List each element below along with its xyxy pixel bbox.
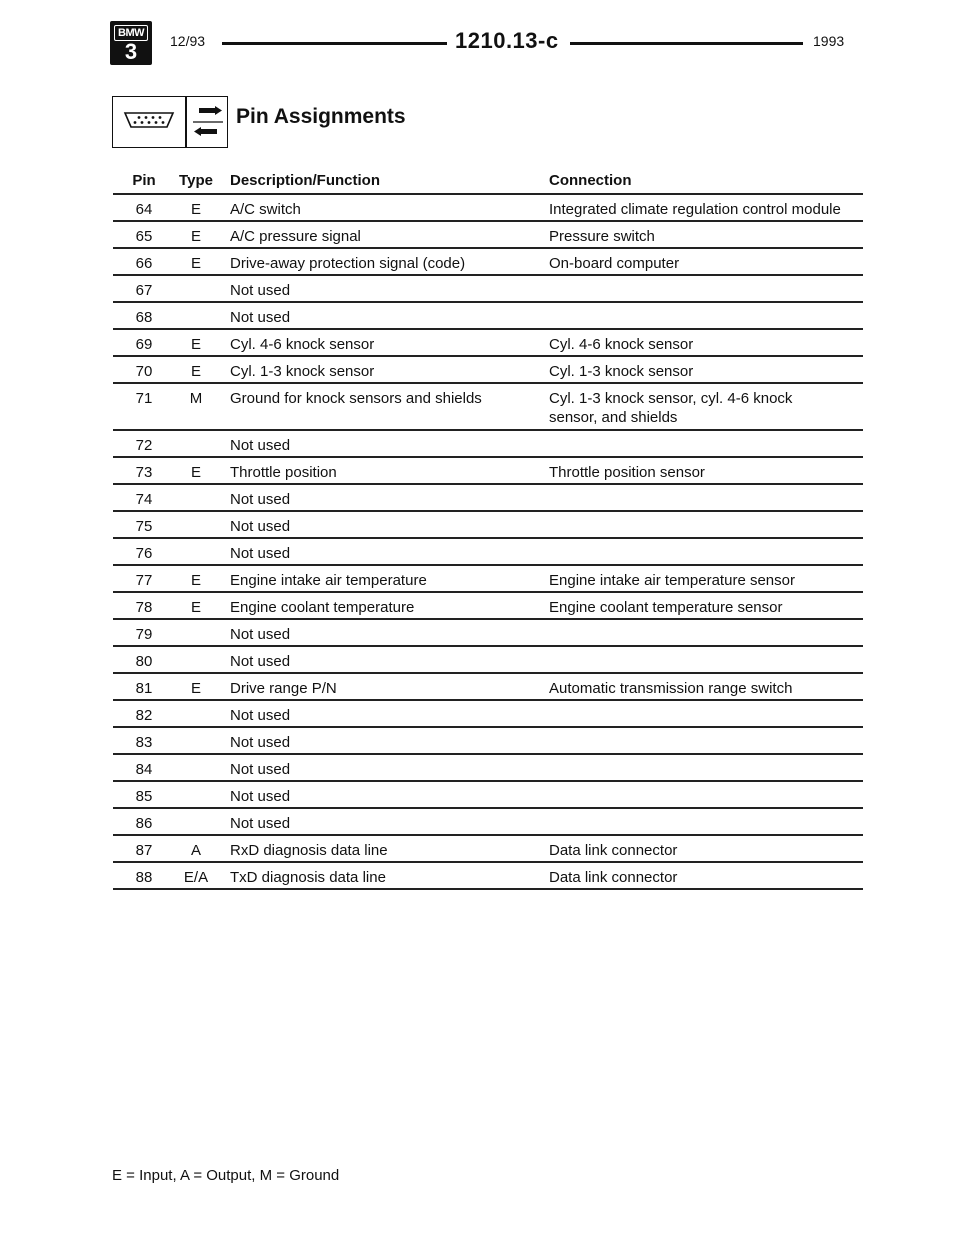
description-cell: Throttle position	[230, 464, 337, 481]
description-cell: Not used	[230, 734, 291, 751]
description-cell: A/C pressure signal	[230, 228, 361, 245]
pin-cell: 83	[135, 734, 153, 751]
table-row	[113, 618, 863, 645]
table-row	[113, 861, 863, 890]
type-cell: M	[189, 390, 203, 407]
pin-cell: 77	[135, 572, 153, 589]
connection-cell: On-board computer	[549, 255, 680, 272]
pin-cell: 73	[135, 464, 153, 481]
type-cell: A	[190, 842, 201, 859]
table-row	[113, 645, 863, 672]
table-row	[113, 537, 863, 564]
description-cell: Not used	[230, 545, 291, 562]
table-row	[113, 699, 863, 726]
table-row	[113, 753, 863, 780]
connection-cell: Engine intake air temperature sensor	[549, 572, 795, 589]
section-icon-box	[112, 96, 228, 148]
pin-assignments-table	[113, 193, 863, 890]
connection-cell: Cyl. 1-3 knock sensor	[549, 363, 694, 380]
input-output-arrows-icon	[193, 103, 223, 141]
pin-cell: 80	[135, 653, 153, 670]
pin-cell: 76	[135, 545, 153, 562]
column-header-connection: Connection	[549, 172, 632, 189]
description-cell: RxD diagnosis data line	[230, 842, 388, 859]
description-cell: Cyl. 4-6 knock sensor	[230, 336, 375, 353]
header-rule-right	[570, 42, 803, 45]
pin-cell: 81	[135, 680, 153, 697]
description-cell: Not used	[230, 282, 291, 299]
connection-cell: Cyl. 4-6 knock sensor	[549, 336, 694, 353]
connection-cell: Pressure switch	[549, 228, 655, 245]
description-cell: Not used	[230, 491, 291, 508]
pin-cell: 64	[135, 201, 153, 218]
type-cell: E/A	[183, 869, 209, 886]
table-row	[113, 220, 863, 247]
column-header-type: Type	[179, 172, 213, 189]
connection-cell: Automatic transmission range switch	[549, 680, 793, 697]
pin-cell: 70	[135, 363, 153, 380]
type-cell: E	[190, 464, 201, 481]
bmw-3-series-badge	[110, 21, 152, 65]
pin-cell: 86	[135, 815, 153, 832]
description-cell: A/C switch	[230, 201, 301, 218]
pin-cell: 68	[135, 309, 153, 326]
pin-cell: 87	[135, 842, 153, 859]
pin-cell: 71	[135, 390, 153, 407]
pin-cell: 65	[135, 228, 153, 245]
type-cell: E	[190, 680, 201, 697]
description-cell: Not used	[230, 309, 291, 326]
type-cell: E	[190, 599, 201, 616]
header-date: 12/93	[170, 33, 206, 49]
table-row	[113, 510, 863, 537]
table-row	[113, 780, 863, 807]
document-code: 1210.13-c	[455, 28, 559, 53]
pin-cell: 78	[135, 599, 153, 616]
description-cell: Not used	[230, 761, 291, 778]
pin-cell: 72	[135, 437, 153, 454]
description-cell: Not used	[230, 518, 291, 535]
type-cell: E	[190, 201, 201, 218]
connection-cell: Throttle position sensor	[549, 464, 705, 481]
type-cell: E	[190, 572, 201, 589]
connection-cell: Engine coolant temperature sensor	[549, 599, 783, 616]
pin-cell: 66	[135, 255, 153, 272]
table-row	[113, 274, 863, 301]
pin-cell: 85	[135, 788, 153, 805]
table-row	[113, 564, 863, 591]
column-header-pin: Pin	[132, 172, 156, 189]
pin-cell: 74	[135, 491, 153, 508]
column-header-description: Description/Function	[230, 172, 380, 189]
table-row	[113, 456, 863, 483]
table-row	[113, 247, 863, 274]
legend-footnote: E = Input, A = Output, M = Ground	[112, 1167, 340, 1184]
pin-cell: 82	[135, 707, 153, 724]
table-row	[113, 328, 863, 355]
connection-cell-continued: sensor, and shields	[549, 409, 678, 426]
type-cell: E	[190, 255, 201, 272]
description-cell: Drive range P/N	[230, 680, 337, 697]
connection-cell: Cyl. 1-3 knock sensor, cyl. 4-6 knock	[549, 390, 793, 407]
pin-cell: 88	[135, 869, 153, 886]
table-row	[113, 382, 863, 429]
table-row	[113, 834, 863, 861]
connection-cell: Integrated climate regulation control module	[549, 201, 841, 218]
table-row	[113, 301, 863, 328]
description-cell: Not used	[230, 653, 291, 670]
type-cell: E	[190, 363, 201, 380]
pin-cell: 67	[135, 282, 153, 299]
table-row	[113, 672, 863, 699]
type-cell: E	[190, 336, 201, 353]
table-row	[113, 429, 863, 456]
section-title: Pin Assignments	[236, 105, 406, 128]
description-cell: Cyl. 1-3 knock sensor	[230, 363, 375, 380]
description-cell: Not used	[230, 815, 291, 832]
description-cell: Engine coolant temperature	[230, 599, 415, 616]
type-cell: E	[190, 228, 201, 245]
connection-cell: Data link connector	[549, 869, 678, 886]
pin-cell: 84	[135, 761, 153, 778]
description-cell: Engine intake air temperature	[230, 572, 427, 589]
connection-cell: Data link connector	[549, 842, 678, 859]
header-rule-left	[222, 42, 447, 45]
description-cell: Not used	[230, 707, 291, 724]
table-row	[113, 726, 863, 753]
pin-cell: 75	[135, 518, 153, 535]
table-row	[113, 483, 863, 510]
table-row	[113, 591, 863, 618]
table-row	[113, 193, 863, 220]
description-cell: Drive-away protection signal (code)	[230, 255, 466, 272]
table-row	[113, 355, 863, 382]
badge-brand: BMW	[114, 25, 148, 41]
description-cell: Not used	[230, 626, 291, 643]
description-cell: Ground for knock sensors and shields	[230, 390, 482, 407]
badge-series: 3	[124, 39, 138, 64]
table-row	[113, 807, 863, 834]
description-cell: TxD diagnosis data line	[230, 869, 386, 886]
description-cell: Not used	[230, 437, 291, 454]
pin-cell: 69	[135, 336, 153, 353]
pin-cell: 79	[135, 626, 153, 643]
connector-pins-icon	[123, 111, 175, 129]
header-year: 1993	[813, 33, 845, 49]
description-cell: Not used	[230, 788, 291, 805]
